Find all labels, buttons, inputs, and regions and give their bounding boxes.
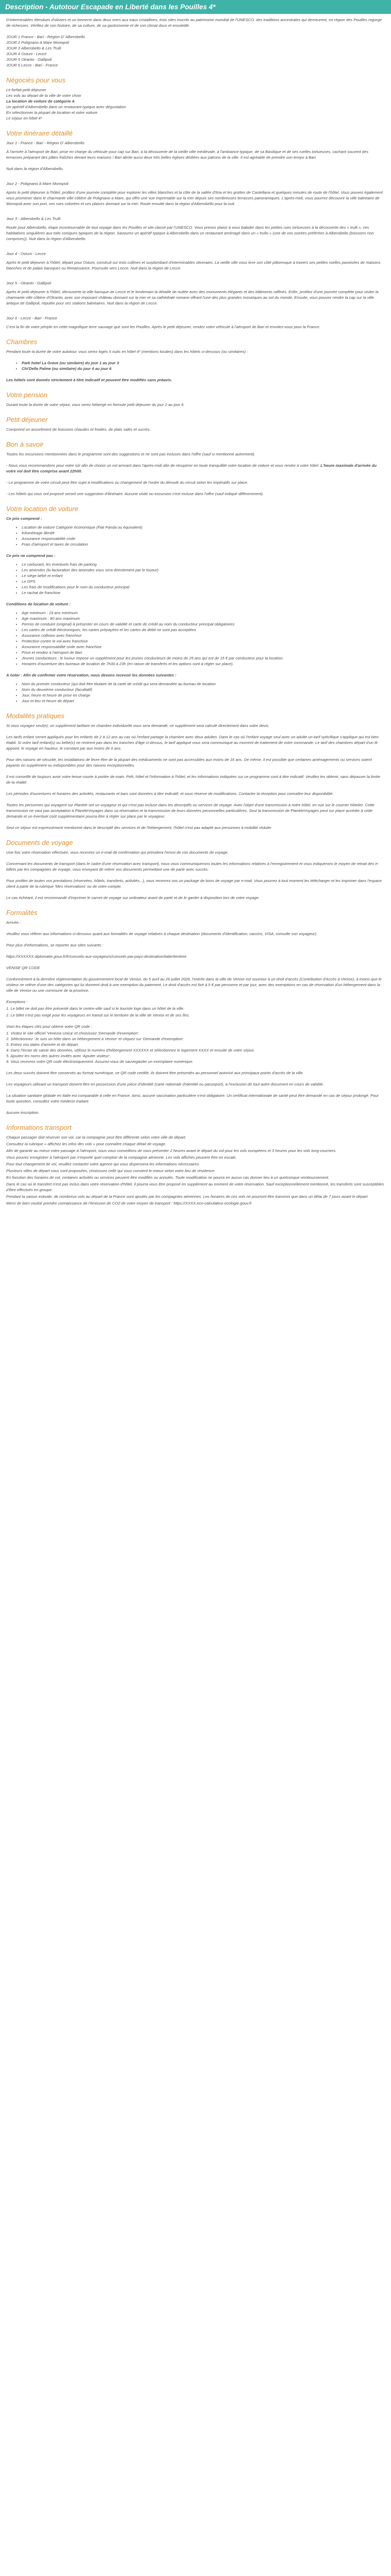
formalities-text: 2. Le billet n'est pas exigé pour les voyageurs en transit sur le territoire de la ville de Venise et de ses îles. bbox=[6, 1013, 190, 1018]
car-condition-item: • Age maximum : 80 ans maximum bbox=[22, 616, 385, 621]
day-description: Après le petit déjeuner à l'hôtel, découverte la ville baroque de Lecce et le lendemain la détaille de nuitée avec des monuments élégants et des bâtiments raffinés. Enfin, profitez d'une journée complète pour visiter la charmante ville côtière d'Otranto, avec son imposant château donnant sur la mer et sa cathédrale romane offrant l'une des plus grandes mosaïques au sol du monde. Ensuite, vous pouvez rendre la cap sur la ville antique de Gallipoli, réputée pour ses stations balnéaires. Nuit dans la région de Lecce. bbox=[6, 290, 379, 306]
terms-text: Il est conseillé de toujours avoir votre tenue courte à portée de main. Prêt, hôtel et l'information à l'hôtel, et les informations indiquées sur ce programme sont à titre indicatif. Veuillez les obtenir, sans dépasser la limite de la réalité. bbox=[6, 774, 380, 785]
car-conditions-list bbox=[6, 610, 385, 667]
car-included-title: Ce prix comprend : bbox=[6, 516, 42, 521]
terms-text: Pour des raisons de sécurité, les installations de lèvre être de la plupart des médicaments ne sont pas accessibles aux moins de 16 ans. De même, il est possible que certaines aménagements ou services soient payants en supplément ou indisponibles pour des raisons exceptionnelles. bbox=[6, 757, 372, 768]
car-pickup-list bbox=[6, 681, 385, 704]
day-description: Après le petit déjeuner à l'hôtel, départ pour Ostuni, construit sur trois collines et surplombant d'interminables oliveraies. La vieille ville vous livre son côté pittoresque à travers ses petites ruelles pavoisées de maisons blanches et de palais baroques ou Renaissance. Poursuite vers Lecce. Nuit dans la région de Lecce. bbox=[6, 260, 381, 270]
car-excluded-item: • Les amendes (la facturation des amendes vous sera directement par le loueur) bbox=[22, 567, 385, 573]
rooms-heading: Chambres bbox=[6, 338, 37, 346]
formalities-text: VENISE QR CODE bbox=[6, 965, 40, 970]
day-description: À l'arrivée à l'aéroport de Bari, prise en charge du véhicule pour cap sur Bari, à la découverte de la vieille ville médiévale, à l'ambiance typique, de sa Basilique et de ses ruelles tortueuses, cachant souvent des terrasses préparant des pâtes fraîches devant leurs maisons ! Bari abrite aussi deux très belles églises dédiées aux patrons de la ville. Il est agréable de prendre son temps à Bari. bbox=[6, 149, 369, 160]
inclusions-heading: Négociés pour vous bbox=[6, 76, 66, 84]
qr-step-item: 4. Dans l'écran de saisie des données, utilisez le numéro d'hébergement XXXXXX et sélectionnez le logement XXXX et ensuite de votre séjour. bbox=[6, 1048, 255, 1053]
car-included-item: • Location de voiture Catégorie économique (Fiat Panda ou équivalent) bbox=[22, 524, 385, 530]
terms-text: Seul ce séjour est expressément mentionné dans le descriptif des services et de l'hébergement, l'hôtel n'est pas adapté aux personnes à mobilité réduite. bbox=[6, 825, 272, 830]
formalities-heading: Formalités bbox=[6, 909, 38, 917]
terms-text: Si vous voyagez seul(e), un supplément tarifaire en chambre individuelle vous sera demandé, ce supplément sera calculé directement dans votre devis. bbox=[6, 723, 270, 728]
day-summary-item: JOUR 4 Ostuni - Lecce bbox=[6, 52, 47, 56]
car-excluded-title: Ce prix ne comprend pas : bbox=[6, 553, 56, 558]
inclusions-list bbox=[6, 87, 385, 121]
good-to-know-text: - Le programme de votre circuit peut être sujet à modifications ou changement de l'ordre du déroulé du circuit selon les impératifs sur place. bbox=[6, 480, 249, 485]
inclusion-item: Le séjour en hôtel 4* bbox=[6, 116, 42, 121]
day-title: Jour 4 - Ostuni - Lecce bbox=[6, 251, 46, 256]
car-condition-item: • Assurance collision avec franchise bbox=[22, 633, 385, 638]
formalities-text: 1. Le billet ne doit pas être présenté dans le centre-ville sauf si le touriste loge dans un hôtel de la ville. bbox=[6, 1006, 185, 1011]
formalities-text: Exceptions : bbox=[6, 999, 28, 1004]
hotel-item: • Park hotel La Grave (ou similaire) du jour 1 au jour 3 bbox=[22, 360, 385, 366]
car-included-item: • Assurance responsabilité civile bbox=[22, 536, 385, 541]
transport-link[interactable]: Merci de bien vouloir prendre connaissance de l'émission de CO2 de votre moyen de transport : https://XXXX.eco-calculateur.ecologie.gouv.fr bbox=[6, 1201, 252, 1206]
inclusion-item: Un apéritif d'Alberobello dans un restaurant typique avec dégustation bbox=[6, 105, 126, 109]
car-condition-item: • Prise et rendez à l'aéroport de Bari bbox=[22, 650, 385, 655]
formalities-link[interactable]: https://XXXXXX.diplomatie.gouv.fr/fr/conseils-aux-voyageurs/conseils-par-pays-destination/italie/#entree bbox=[6, 954, 187, 959]
car-condition-item: • Horaires d'ouverture des bureaux de location de 7h30 à 23h (en raison de transferts et les options sont à régler sur place). bbox=[22, 661, 385, 667]
transport-text: Consultez la rubrique « affichez les infos des vols » pour connaître chaque détail de voyage. bbox=[6, 1142, 167, 1146]
itinerary-heading: Votre itinéraire détaillé bbox=[6, 129, 73, 137]
day-title: Jour 3 - Alberobello & Les Trulli bbox=[6, 216, 61, 221]
good-to-know-heading: Bon à savoir bbox=[6, 440, 44, 448]
day-description: Nuit dans la région d'Alberobello. bbox=[6, 166, 64, 171]
formalities-text: Les deux succès doivent être conservés au format numérique, ce QR code certifié, ils doivent être présentés au personnel autorisé aux principaux points d'accès de la ville. bbox=[6, 1071, 304, 1075]
breakfast-heading: Petit déjeuner bbox=[6, 416, 48, 423]
car-pickup-item: • Jour et lieu et heure de départ bbox=[22, 698, 385, 704]
inclusion-item: La location de voiture de catégorie A bbox=[6, 99, 75, 104]
inclusion-item: En sélectionner la plupart de location et votre voiture bbox=[6, 110, 97, 115]
day-title: Jour 2 - Polignano A Mare Monopoli bbox=[6, 181, 69, 186]
good-to-know-text: Toutes les excursions mentionnées dans le programme sont des suggestions et ne sont pas incluses dans l'offre (sauf si mentionné autrement). bbox=[6, 452, 255, 456]
documents-text: Une fois votre réservation effectuée, vous recevrez un e-mail de confirmation qui présidera l'envoi de vos documents de voyage. bbox=[6, 850, 229, 855]
transport-text: Pour tout changement de vol, veuillez contacter votre agence qui vous dispensera les informations nécessaires. bbox=[6, 1162, 200, 1166]
day-title: Jour 6 - Lecce - Bari - France bbox=[6, 316, 57, 320]
transport-text: Dans le cas où le transfert n'est pas inclus dans votre réservation d'hôtel, il pourra vous être proposé en supplément au moment de votre réservation. Sauf exceptionnellement mentionné, les transferts sont susceptibles d'être effectués en groupe. bbox=[6, 1182, 384, 1192]
page-title-banner: Description - Autotour Escapade en Liberté dans les Pouilles 4* bbox=[0, 0, 391, 14]
day-title: Jour 5 - Otranto - Gallipoli bbox=[6, 281, 51, 285]
transport-heading: Informations transport bbox=[6, 1124, 72, 1131]
car-condition-item: • Age minimum : 19 ans minimum bbox=[22, 610, 385, 616]
intro-paragraph: D'interminables étendues d'oliviers et un tonnerre dans deux mers aux eaux cristallines, trois sites inscrits au patrimoine mondial de l'UNESCO, des traditions ancestrales qui demeurent, en région des Pouilles regorge de richesses. Vérifiez de son histoire, de sa culture, de sa gastronomie et de son climat doux et ensoleillé. bbox=[6, 18, 382, 28]
qr-step-item: 2. Sélectionnez 'Je suis un hôte dans un hébergement à Venise' et cliquez sur 'Demande d'exemption'. bbox=[6, 1037, 185, 1041]
formalities-text: Conformément à la dernière réglementation du gouvernement local de Venise, du 5 avril au 26 juillet 2026, l'entrée dans la ville de Venise est soumise à un droit d'accès (Contribution d'Accès à Venise), à moins que le visiteur ne relève d'une des catégories qui lui donnent droit à une exemption du paiement. Le droit d'accès est fixé à 5 € par personne et par jour, avec des exemptions en cas de réservation d'un hébergement dans la ville de Venise ou une commune de la province. bbox=[6, 977, 382, 993]
terms-text: Toutes les personnes qui voyagent sur Planète ont un voyageur et qui n'est pas incluse dans les descriptifs ou services de voyage. Avec l'objet d'une transmission à notre hôtel, en vue sur le courrier hôtelier. Cette transmission ne vaut pas acceptation à PlanèteVoyages dans sa réservation et la transmission de leurs données personnelles particulières. Seul la transmission de PlanèteVoyages peut sur place accéder à cette demande et un éventuel coût supplémentaire pourra être à régler sur place par le voyageur. bbox=[6, 803, 374, 819]
hotel-list bbox=[6, 360, 385, 371]
documents-text: Pour profiter de toutes vos prestations (réservées, hôtels, transferts, activités...), vous recevrez vos un package de bons de voyage par e-mail. Vous pourrez à tout moment les télécharger et les imprimer dans l'espace client à partir de la rubrique 'Mes réservations' ou de votre compte. bbox=[6, 878, 382, 889]
car-condition-item: • Permis de conduire (original) à présenter en cours de validité et carte de crédit au nom du conducteur principal obligatoires bbox=[22, 621, 385, 627]
car-pickup-title: A noter : Afin de confirmer votre réservation, nous devons recevoir les données suivantes : bbox=[6, 673, 176, 677]
good-to-know-text: - Les hôtels qui vous ont proposé seront une suggestion d'itinéraire. Aucune visite ou excursion n'est incluse dans l'offre (sauf indiqué différemment). bbox=[6, 492, 264, 496]
documents-heading: Documents de voyage bbox=[6, 839, 73, 846]
qr-step-item: 1. Visitez le site officiel 'Venezia Unica' et choisissez 'Demande d'exemption'. bbox=[6, 1031, 140, 1036]
formalities-text: Pour plus d'informations, se reporter aux sites suivants : bbox=[6, 943, 104, 947]
day-description: Route pour Alberobello, étape incontournable de tout voyage dans les Pouilles et site classé par l'UNESCO. Vous prenez plaisir à vous balader dans les petites rues tortueuses à la découverte des « trulli », ces habitations singulières aux toits coniques typiques de la région. Savourez un apéritif typique à Alberobello dans un restaurant aménagé dans un « trullo » (une de vos soirées préférées à Alberobello (boissons non comprises)). Nuit dans la région d'Alberobello. bbox=[6, 225, 374, 241]
car-conditions-title: Conditions de location de voiture : bbox=[6, 602, 71, 606]
day-summary-item: JOUR 3 Alberobello & Les Trulli bbox=[6, 46, 61, 50]
day-summary-list bbox=[6, 34, 385, 68]
formalities-text: Les voyageurs utilisant un transport doivent être en possession d'une pièce d'identité (carte nationale d'identité ou passeport), à l'exclusion de tout autre document en cours de validité. bbox=[6, 1082, 324, 1087]
day-summary-item: JOUR 6 Lecce - Bari - France bbox=[6, 63, 58, 67]
terms-text: Les périodes d'ouvertures et horaires des activités, restaurants et bars sont données à titre indicatif, et sous réserve de modifications. Contacter la réception pour connaître leur disponibilité. bbox=[6, 791, 334, 796]
car-pickup-item: • Jour, heure et heure de prise en charge bbox=[22, 692, 385, 698]
rooms-note: Les hôtels sont donnés strictement à titre indicatif et peuvent être modifiés sans préavis. bbox=[6, 378, 172, 382]
hotel-item: • Chi'Delle Palme (ou similaire) du jour 4 au jour 6 bbox=[22, 366, 385, 371]
description-content bbox=[0, 14, 391, 1206]
car-pickup-item: • Nom du premier conducteur (qui doit être titulaire de la carte de crédit qui sera demandée au bureau de location bbox=[22, 681, 385, 687]
transport-text: Afin de garantir au mieux votre passage à l'aéroport, nous vous conseillons de vous présenter 2 heures avant le départ du vol pour les vols européens et 3 heures pour les vols long-courriers. bbox=[6, 1148, 337, 1153]
inclusion-item: Les vols au départ de la ville de votre choix bbox=[6, 93, 82, 98]
qr-step-item: 5. Ajoutez les noms des autres invités avec 'Ajouter visiteur'. bbox=[6, 1054, 111, 1058]
car-excluded-item: • Le siège bébé et enfant bbox=[22, 573, 385, 579]
day-summary-item: JOUR 1 France - Bari - Région D' Alberobello bbox=[6, 35, 85, 39]
day-summary-item: JOUR 5 Otranto - Gallipoli bbox=[6, 57, 52, 62]
formalities-text: Aucune inscription. bbox=[6, 1110, 40, 1115]
transport-text: Vous pouvez enregistrer à l'aéroport par n'importe quel comptoir de la compagnie aérienne. Les vols affichés peuvent être en escale. bbox=[6, 1155, 237, 1160]
transport-text: En fonction des horaires de vol, certaines activités ou services peuvent être modifiés ou annulés. Toute modification ne pourra en aucun cas donner lieu à un quelconque remboursement. bbox=[6, 1175, 330, 1180]
rooms-intro: Pendant toute la durée de votre autotour, vous serez logés 5 nuits en hôtel 4* (mentions locales) dans les hôtels ci-dessous (ou similaires) : bbox=[6, 349, 248, 354]
qr-step-item: 3. Entrez vos dates d'arrivée et de départ. bbox=[6, 1042, 79, 1047]
car-included-item: • Kilométrage illimité bbox=[22, 530, 385, 536]
board-text: Durant toute la durée de votre séjour, vous serez hébergé en formule petit déjeuner du jour 2 au jour 6. bbox=[6, 402, 185, 407]
car-heading: Votre location de voiture bbox=[6, 505, 78, 513]
transport-text: Chaque passager doit réserver son vol, car la compagnie peut être différente selon votre ville de départ. bbox=[6, 1135, 187, 1140]
formalities-text: Veuillez vous référer aux informations ci-dessous quant aux formalités de voyage relatives à chaque destination (documents d'identification, vaccins, VISA, consulte son voyageur). bbox=[6, 931, 318, 936]
transport-text: Pendant la saison estivale, de nombreux vols au départ de la France sont ajoutés par les compagnies aériennes. Les horaires de ces vols ne pourront être transmis que dans un délai de 7 jours avant le départ. bbox=[6, 1194, 369, 1199]
documents-text: Concernant les documents de transport (dans le cadre d'une réservation avec transport), nous vous communiquerons toutes les informations relatives à l'enregistrement et vous indiquerons le moyen de retrait des e-billets par les compagnies de voyage, vous envoyant de retirer vos documents permettant une de partir avec succès. bbox=[6, 861, 379, 872]
car-excluded-item: • Le GPS bbox=[22, 579, 385, 584]
car-excluded-item: • Le carburant, les éventuels frais de parking bbox=[22, 562, 385, 567]
car-included-item: • Frais d'aéroport et taxes de circulation bbox=[22, 541, 385, 547]
car-excluded-item: • Le rachat de franchise bbox=[22, 590, 385, 596]
formalities-text: Voici les étapes clés pour obtenir votre QR code : bbox=[6, 1024, 92, 1029]
day-description: C'est la fin de votre périple en cette magnifique terre sauvage que sont les Pouilles. Après le petit déjeuner, rendez votre véhicule à l'aéroport de Bari et envolez-vous pour la France. bbox=[6, 325, 320, 329]
car-pickup-item: • Nom du deuxième conducteur (facultatif) bbox=[22, 687, 385, 692]
car-included-list bbox=[6, 524, 385, 547]
board-heading: Votre pension bbox=[6, 391, 47, 399]
car-excluded-item: • Les frais de modifications pour le nom du conducteur principal bbox=[22, 584, 385, 590]
day-description: Après le petit déjeuner à l'hôtel, profitez d'une journée complète pour explorer les villes blanches et la côte de la vallée d'Itria et les grottes de Castellana et quelques minutes de route de l'hôtel. Vous pouvez également vous promener dans le charmante ville côtière de Polignano a Mare, qui offre une vue imprenable sur la mer depuis ses nombreuses terrasses panoramiques. L'après-midi, vous pourrez découvrir la ville balnéaire de Monopoli avec son port, ses rues colorées et ses plaisirs donnant sur la mer. Route ensuite dans la région d'Alberobello pour la nuit. bbox=[6, 190, 383, 206]
documents-text: Le cas échéant, il est recommandé d'imprimer le carnet de voyage sur ordinateur avant de partir et de le garder à disposition lors de votre voyage. bbox=[6, 895, 260, 900]
inclusion-item: Le forfait petit déjeuner bbox=[6, 88, 46, 92]
car-excluded-list bbox=[6, 562, 385, 596]
terms-text: Les tarifs enfant seront appliqués pour les enfants de 2 à 12 ans au cas où l'enfant partage la chambre avec deux adultes. Dans le cas où l'enfant voyage seul avec un adulte un tarif spécifique s'applique qui est bien établi. Si votre tarif enfant(s) ou bébé(s) ne rentrent pas dans les tranches d'âge ci-dessus, le tarif appliqué vous sera communiqué au moment de traitement de votre commande. Le tarif des chambres départ d'un lit appoint, le voyage en hauteur, le constant par aux moins de 6 ans. bbox=[6, 735, 379, 751]
formalities-text: La situation sanitaire globale en Italie est comparable à celle en France. Ainsi, aucune vaccination particulière n'est obligatoire. Un certificat internationale de santé peut être demandé en cas de séjour prolongé. Pour toute question, consultez votre médecin traitant. bbox=[6, 1093, 379, 1104]
terms-heading: Modalités pratiques bbox=[6, 712, 64, 720]
good-to-know-text: - Nous vous recommandons pour votre sûr afin de choisir un vol arrivant dans l'après-midi afin de récupérer en toute tranquillité votre location de voiture et vous rendre à votre hôtel. L'heure maximale d'arrivée du votre vol doit être comprise avant 22h00. bbox=[6, 463, 377, 473]
qr-step-item: 6. Vous recevrez votre QR code électroniquement. Assurez-vous de sauvegarder un exemplaire numérique. bbox=[6, 1059, 193, 1064]
formalities-text: Arrivée : bbox=[6, 920, 21, 925]
car-condition-item: • Assurance responsabilité civile avec franchise bbox=[22, 644, 385, 650]
car-condition-item: • Jeunes conducteurs : le loueur impose un supplément pour les jeunes conducteurs de moins de 25 ans qui est de 15 € par conducteur pour la location. bbox=[22, 655, 385, 661]
car-condition-item: • Protection contre le vol avec franchise bbox=[22, 638, 385, 644]
car-condition-item: • Les cartes de crédit électroniques, les cartes prépayées et les cartes de débit ne sont pas acceptées bbox=[22, 627, 385, 633]
qr-steps-list bbox=[6, 1030, 385, 1064]
transport-text: Plusieurs villes de départ vous sont proposées, choisissez celle qui vous convient le mieux selon votre lieu de résidence. bbox=[6, 1168, 216, 1173]
day-title: Jour 1 - France - Bari - Région D' Alberobello bbox=[6, 141, 85, 145]
breakfast-text: Comprend un assortiment de boissons chaudes et froides, de plats salés et sucrés. bbox=[6, 427, 151, 432]
day-summary-item: JOUR 2 Polignano A Mare Monopoli bbox=[6, 40, 69, 45]
